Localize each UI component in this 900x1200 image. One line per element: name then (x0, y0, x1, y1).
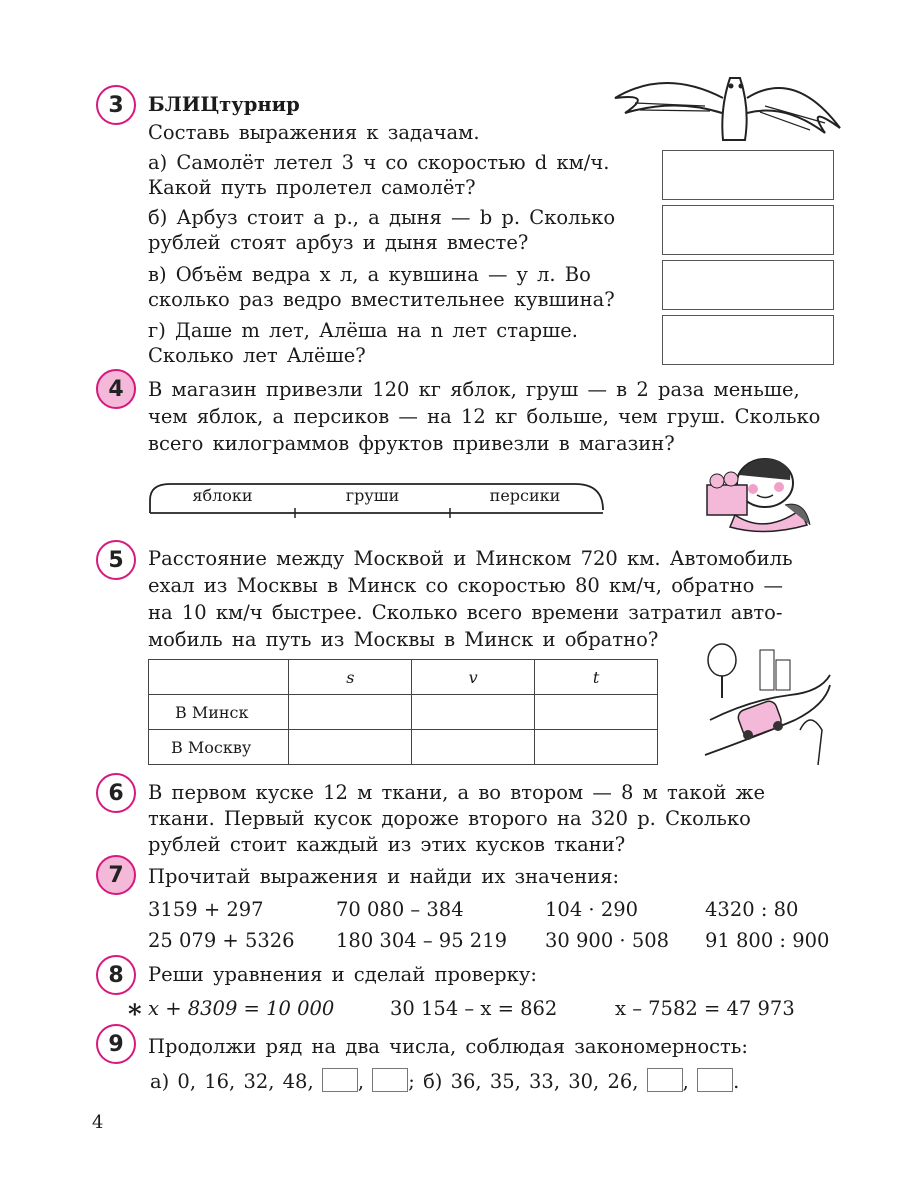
table-cell[interactable] (289, 695, 412, 730)
answer-box-3c[interactable] (662, 260, 834, 310)
exercise-4-line1: В магазин привезли 120 кг яблок, груш — в 2 раза меньше, (148, 378, 800, 401)
exercise-3c-line1: в) Объём ведра x л, а кувшина — y л. Во (148, 263, 591, 286)
answer-box-3b[interactable] (662, 205, 834, 255)
sequence-a-label: а) 0, 16, 32, 48, (150, 1070, 314, 1093)
sequence-a-blank-2[interactable] (372, 1068, 408, 1092)
expression: 104 · 290 (545, 898, 639, 921)
expression: 3159 + 297 (148, 898, 264, 921)
exercise-7-line1: Прочитай выражения и найди их значения: (148, 865, 620, 888)
comma: , (682, 1070, 689, 1093)
motion-table (148, 659, 658, 765)
expression: 180 304 – 95 219 (336, 929, 508, 952)
table-header-row (149, 660, 658, 695)
table-row-label: В Москву (149, 730, 289, 765)
exercise-3a-line2: Какой путь пролетел самолёт? (148, 176, 476, 199)
exercise-3c-line2: сколько раз ведро вместительнее кувшина? (148, 288, 615, 311)
segment-label-apples: яблоки (192, 486, 253, 505)
expression: 4320 : 80 (705, 898, 799, 921)
exercise-4-line3: всего килограммов фруктов привезли в магазин? (148, 432, 675, 455)
table-row (149, 695, 658, 730)
exercise-5-line3: на 10 км/ч быстрее. Сколько всего времени затратил авто- (148, 601, 783, 624)
segment-label-pears: груши (345, 486, 400, 505)
exercise-5-line1: Расстояние между Москвой и Минском 720 км. Автомобиль (148, 547, 793, 570)
car-road-illustration (700, 640, 835, 770)
table-cell[interactable] (412, 730, 535, 765)
expression: 70 080 – 384 (336, 898, 464, 921)
sequence-b-blank-1[interactable] (647, 1068, 683, 1092)
sequence-a-blank-1[interactable] (322, 1068, 358, 1092)
table-header-s: s (289, 660, 412, 695)
exercise-6-number: 6 (96, 773, 136, 813)
semicolon: ; (408, 1070, 415, 1093)
exercise-5-line4: мобиль на путь из Москвы в Минск и обратно? (148, 628, 659, 651)
segment-label-peaches: персики (489, 486, 561, 505)
exercise-3-number: 3 (96, 85, 136, 125)
exercise-3d-line2: Сколько лет Алёше? (148, 344, 366, 367)
sequence-b-label: б) 36, 35, 33, 30, 26, (423, 1070, 639, 1093)
exercise-3d-line1: г) Даше m лет, Алёша на n лет старше. (148, 319, 578, 342)
table-header-v: v (412, 660, 535, 695)
page-number: 4 (92, 1112, 104, 1133)
exercise-3a-line1: а) Самолёт летел 3 ч со скоростью d км/ч. (148, 151, 610, 174)
exercise-6-line3: рублей стоит каждый из этих кусков ткани? (148, 833, 626, 856)
expression: 91 800 : 900 (705, 929, 830, 952)
equation: x + 8309 = 10 000 (148, 997, 335, 1020)
exercise-7-number: 7 (96, 855, 136, 895)
period: . (733, 1070, 740, 1093)
answer-box-3a[interactable] (662, 150, 834, 200)
expression: 25 079 + 5326 (148, 929, 295, 952)
sequence-b-blank-2[interactable] (697, 1068, 733, 1092)
exercise-3-intro: Составь выражения к задачам. (148, 121, 480, 144)
exercise-3b-line2: рублей стоят арбуз и дыня вместе? (148, 231, 529, 254)
table-row-label: В Минск (149, 695, 289, 730)
exercise-5-number: 5 (96, 540, 136, 580)
boy-with-fruit-illustration (695, 455, 825, 535)
exercise-8-number: 8 (96, 955, 136, 995)
table-cell[interactable] (289, 730, 412, 765)
exercise-4-number: 4 (96, 369, 136, 409)
comma: , (357, 1070, 365, 1093)
equation: 30 154 – x = 862 (390, 997, 558, 1020)
exercise-9-line1: Продолжи ряд на два числа, соблюдая закономерность: (148, 1035, 748, 1058)
owl-illustration (605, 68, 845, 148)
table-corner-cell (149, 660, 289, 695)
expression: 30 900 · 508 (545, 929, 670, 952)
exercise-5-line2: ехал из Москвы в Минск со скоростью 80 км/ч, обратно — (148, 574, 784, 597)
answer-box-3d[interactable] (662, 315, 834, 365)
table-cell[interactable] (535, 730, 658, 765)
exercise-3-title: БЛИЦтурнир (148, 93, 300, 116)
exercise-9-number: 9 (96, 1024, 136, 1064)
exercise-3b-line1: б) Арбуз стоит a р., а дыня — b р. Сколько (148, 206, 616, 229)
exercise-8-line1: Реши уравнения и сделай проверку: (148, 963, 537, 986)
table-cell[interactable] (412, 695, 535, 730)
exercise-4-line2: чем яблок, а персиков — на 12 кг больше, чем груш. Сколько (148, 405, 821, 428)
table-header-t: t (535, 660, 658, 695)
table-cell[interactable] (535, 695, 658, 730)
sequence-row (150, 1068, 739, 1095)
challenge-star: * (128, 1000, 142, 1030)
table-row (149, 730, 658, 765)
equation: x – 7582 = 47 973 (615, 997, 795, 1020)
exercise-6-line2: ткани. Первый кусок дороже второго на 320 р. Сколько (148, 807, 751, 830)
exercise-6-line1: В первом куске 12 м ткани, а во втором — 8 м такой же (148, 781, 766, 804)
